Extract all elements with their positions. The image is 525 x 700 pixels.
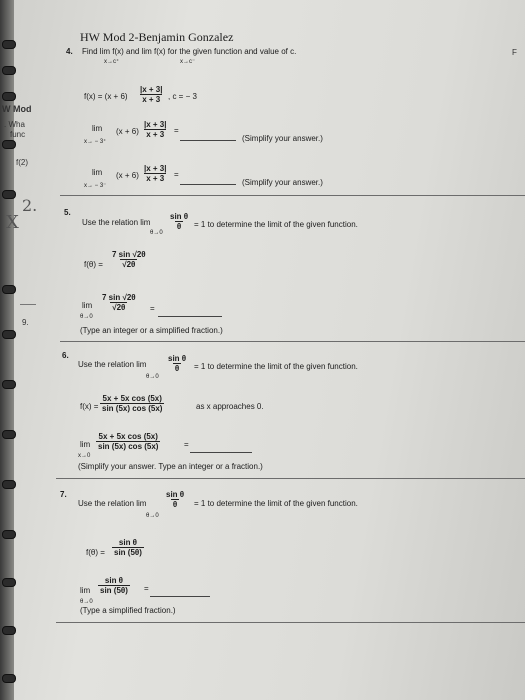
c-value: , c = − 3 [168,92,197,101]
answer-blank-4b[interactable] [180,184,236,185]
answer-hint: (Type a simplified fraction.) [80,606,176,615]
pencil-mark: 2. [22,196,38,215]
fraction [168,212,190,231]
limit-label: lim [92,124,103,133]
binder-ring [2,380,16,389]
question-number: 4. [66,47,73,56]
binder-ring [2,40,16,49]
edge-text: W Mod [2,104,32,114]
binder-ring [2,66,16,75]
fraction-numerator: |x + 3| [144,164,167,173]
fraction-numerator: sin θ [104,576,123,585]
function-lhs: f(θ) = [84,260,103,269]
fraction [112,538,144,557]
relation-tail: = 1 to determine the limit of the given function. [194,220,358,229]
answer-hint: (Type an integer or a simplified fraction.) [80,326,223,335]
fraction-numerator: sin θ [170,212,189,221]
limit-subscript: θ→0 [150,230,163,236]
binder-ring [2,480,16,489]
limit-subscript: x→0 [78,453,91,459]
fraction-numerator: sin θ [118,538,137,547]
edge-text: func [10,130,26,139]
limit-subscript: x→c⁺ [104,59,120,65]
edge-text: . Wha [4,120,25,129]
edge-text: F [512,48,517,57]
binder-ring [2,430,16,439]
fraction [96,432,160,451]
fraction [166,354,188,373]
answer-hint: (Simplify your answer. Type an integer or a fraction.) [78,462,263,471]
fraction-denominator: √2θ [122,260,136,269]
binder-ring [2,530,16,539]
limit-subscript: x→c⁻ [180,59,196,65]
function-lhs: f(x) = [80,402,99,411]
fraction-numerator: 5x + 5x cos (5x) [98,432,158,441]
limit-subscript: θ→0 [146,374,159,380]
relation-text: Use the relation lim [82,218,151,227]
equals-sign: = [184,440,189,449]
equals-sign: = [174,170,179,179]
limit-subscript: θ→0 [80,314,93,320]
answer-blank-7[interactable] [150,596,210,597]
limit-subscript: x→ − 3⁻ [84,183,107,189]
fraction [142,164,169,183]
question-number: 6. [62,351,69,360]
limit-label: lim [92,168,103,177]
answer-blank-5[interactable] [158,316,222,317]
function-lhs: f(x) = (x + 6) [84,92,128,101]
fraction [164,490,186,509]
fraction-numerator: sin θ [168,354,187,363]
fraction-denominator: θ [172,500,178,509]
fraction-denominator: sin (5θ) [114,548,142,557]
binder-ring [2,140,16,149]
limit-label: lim [82,301,93,310]
fraction [100,394,164,413]
fraction-numerator: 5x + 5x cos (5x) [102,394,162,403]
section-divider [60,341,525,342]
limit-expression: (x + 6) [116,127,139,136]
fraction-numerator: 7 sin √2θ [102,293,136,302]
fraction [100,293,138,312]
relation-tail: = 1 to determine the limit of the given function. [194,499,358,508]
fraction-denominator: sin (5x) cos (5x) [98,442,159,451]
answer-hint: (Simplify your answer.) [242,178,323,187]
answer-blank-6[interactable] [190,452,252,453]
fraction-denominator: x + 3 [146,174,165,183]
pencil-dash [20,304,36,305]
relation-text: Use the relation lim [78,499,147,508]
binder-ring [2,285,16,294]
equals-sign: = [174,126,179,135]
relation-tail: = 1 to determine the limit of the given function. [194,362,358,371]
binder-ring [2,578,16,587]
limit-label: lim [80,586,91,595]
section-divider [56,478,525,479]
limit-subscript: θ→0 [80,599,93,605]
binder-ring [2,626,16,635]
answer-blank-4a[interactable] [180,140,236,141]
pencil-mark: X [6,212,19,233]
fraction-denominator: √2θ [112,303,126,312]
function-lhs: f(θ) = [86,548,105,557]
binder-ring [2,190,16,199]
binder-ring [2,330,16,339]
fraction-denominator: sin (5θ) [100,586,128,595]
limit-subscript: θ→0 [146,513,159,519]
fraction-numerator: 7 sin √2θ [112,250,146,259]
fraction-denominator: θ [176,222,182,231]
limit-label: lim [80,440,91,449]
fraction [110,250,148,269]
fraction-numerator: sin θ [166,490,185,499]
edge-text: 9. [22,318,29,327]
equals-sign: = [150,304,155,313]
function-tail: as x approaches 0. [196,402,264,411]
limit-subscript: x→ − 3⁺ [84,139,107,145]
question-prompt: Find lim f(x) and lim f(x) for the given function and value of c. [82,47,297,56]
limit-expression: (x + 6) [116,171,139,180]
question-number: 5. [64,208,71,217]
fraction-denominator: sin (5x) cos (5x) [102,404,163,413]
section-divider [60,195,525,196]
fraction [138,85,165,104]
edge-text: f(2) [16,158,28,167]
fraction-numerator: |x + 3| [144,120,167,129]
relation-text: Use the relation lim [78,360,147,369]
binder-ring [2,674,16,683]
fraction-numerator: |x + 3| [140,85,163,94]
answer-hint: (Simplify your answer.) [242,134,323,143]
binder-ring [2,92,16,101]
fraction [142,120,169,139]
fraction-denominator: x + 3 [142,95,161,104]
fraction-denominator: θ [174,364,180,373]
fraction-denominator: x + 3 [146,130,165,139]
equals-sign: = [144,584,149,593]
page-title: HW Mod 2-Benjamin Gonzalez [80,30,234,44]
section-divider [56,622,525,623]
fraction [98,576,130,595]
question-number: 7. [60,490,67,499]
